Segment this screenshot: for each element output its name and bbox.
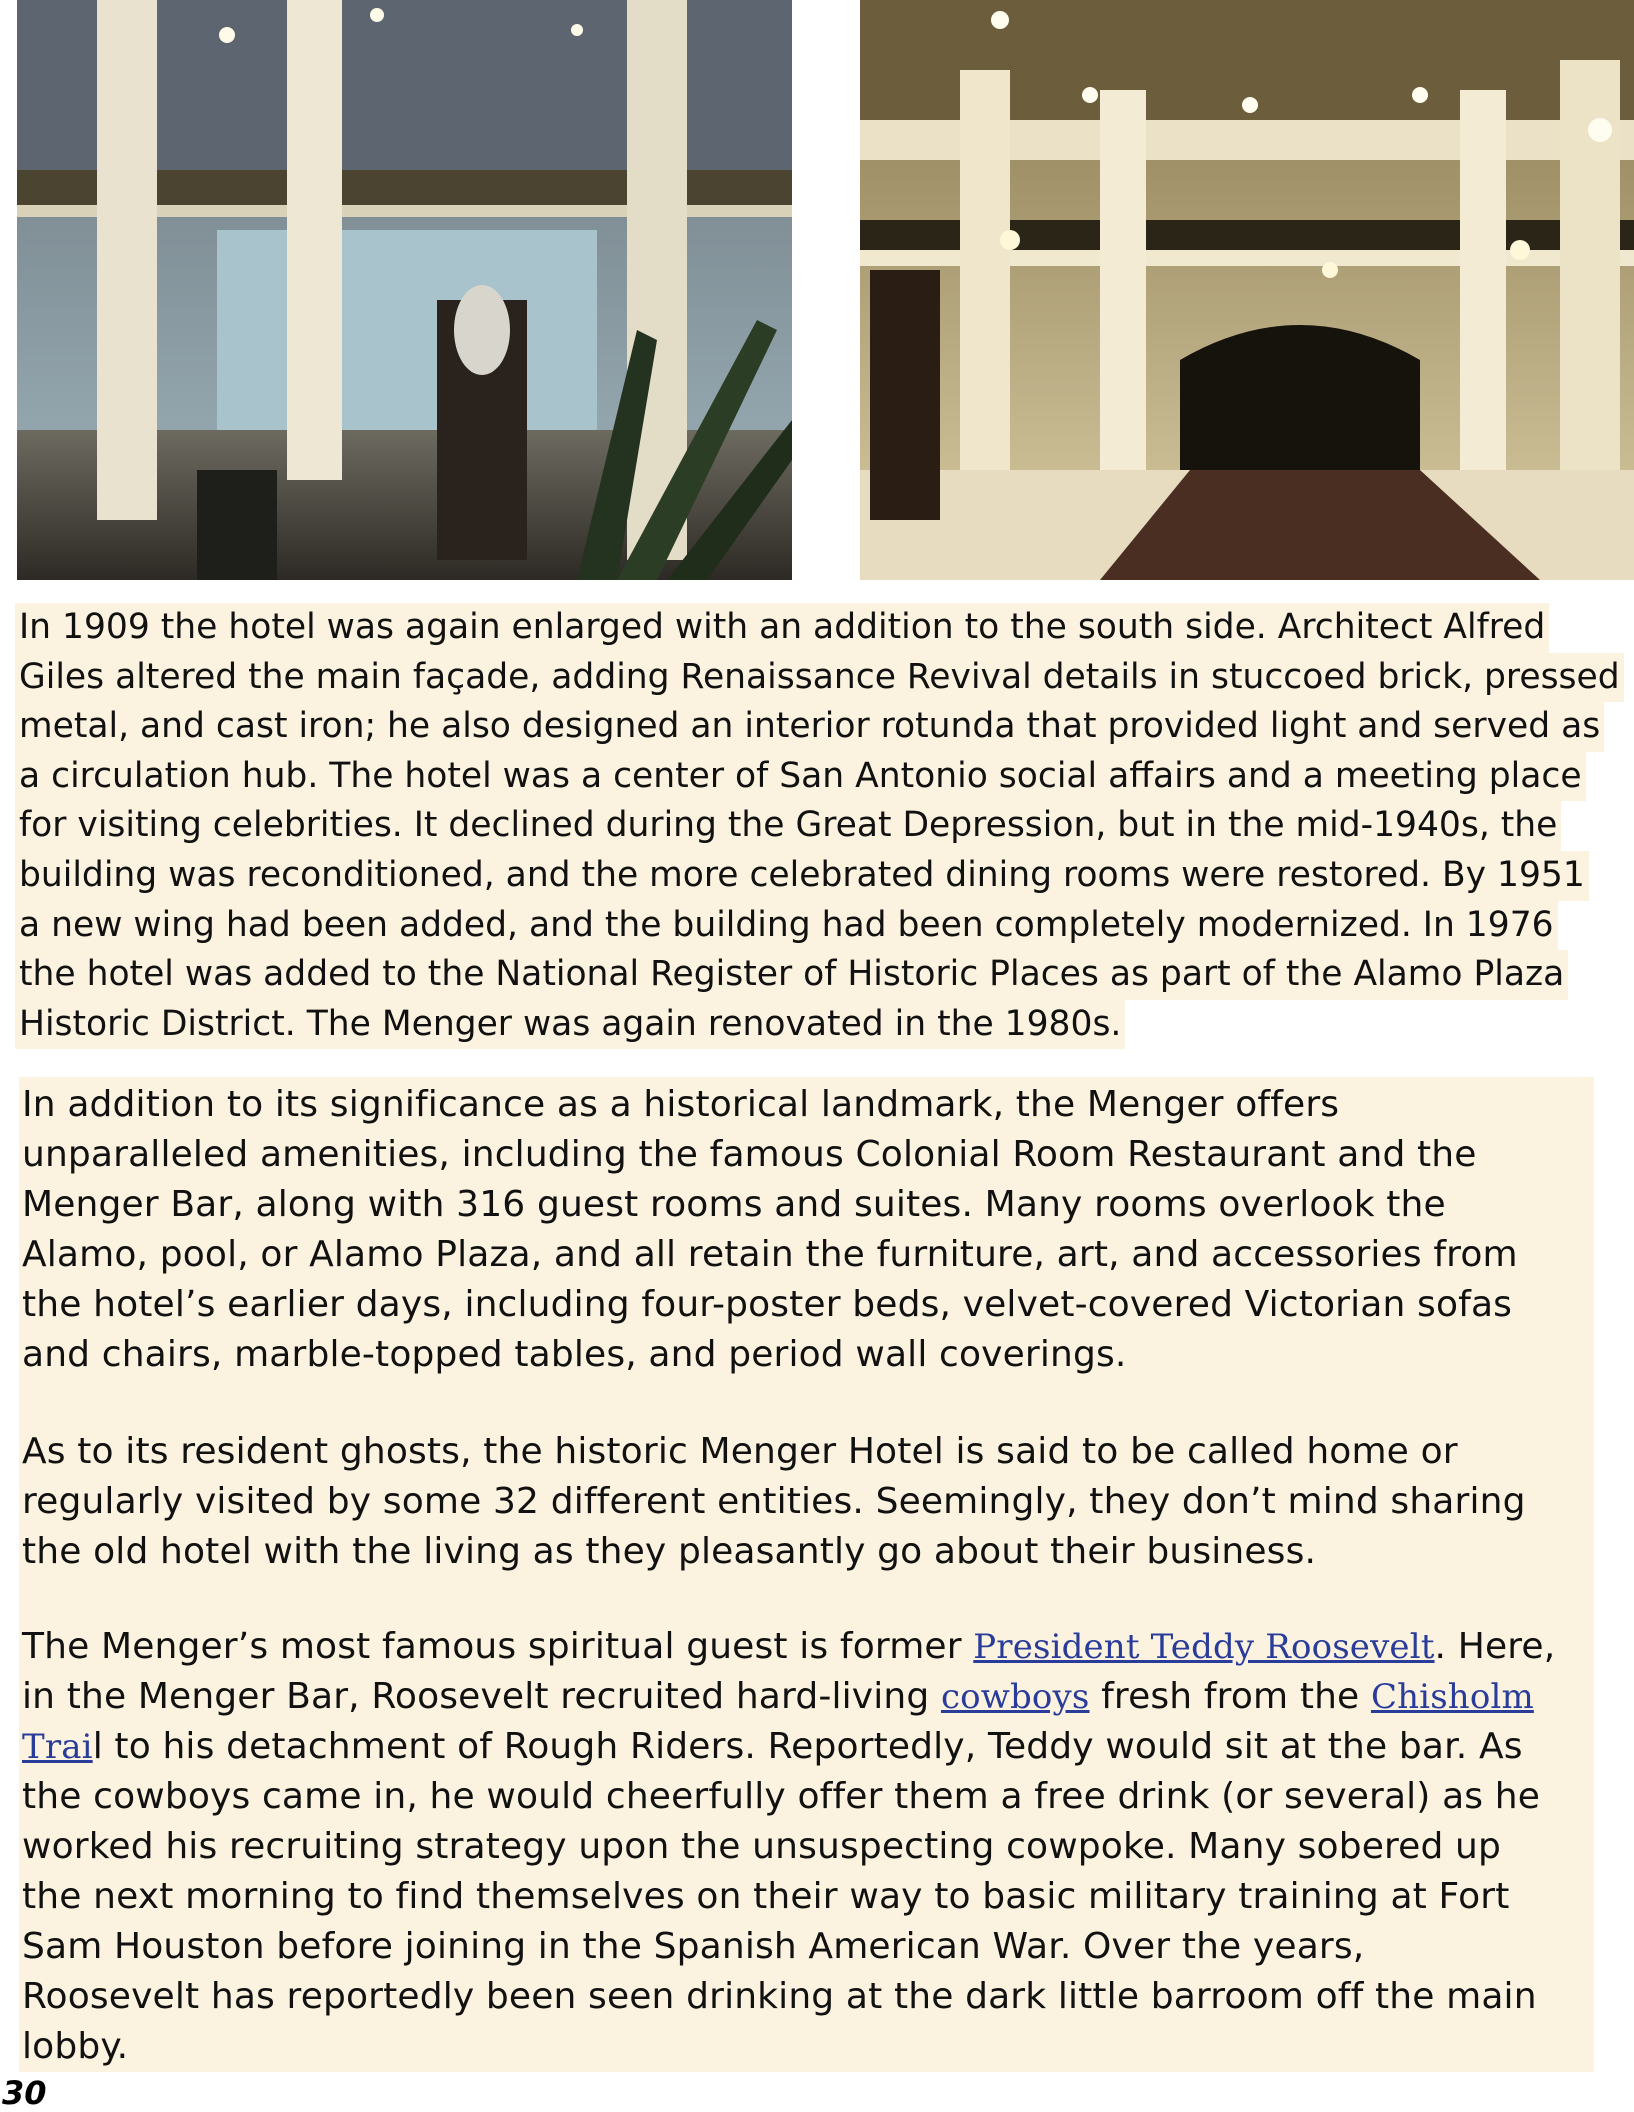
rotunda-photo-image — [17, 0, 792, 580]
text-fragment: in the Menger Bar, Roosevelt recruited hard-living — [22, 1676, 941, 1717]
text-line: the cowboys came in, he would cheerfully offer them a free drink (or several) as he — [22, 1776, 1541, 1817]
text-line: regularly visited by some 32 different entities. Seemingly, they don’t mind sharing — [22, 1481, 1526, 1522]
link-cowboys[interactable]: cowboys — [940, 1677, 1090, 1717]
text-line: Alamo, pool, or Alamo Plaza, and all retain the furniture, art, and accessories from — [22, 1234, 1518, 1275]
rotunda-photo — [17, 0, 792, 580]
text-line: the hotel’s earlier days, including four-poster beds, velvet-covered Victorian sofas — [22, 1284, 1513, 1325]
text-line: worked his recruiting strategy upon the unsuspecting cowpoke. Many sobered up — [22, 1826, 1502, 1867]
text-line: the hotel was added to the National Register of Historic Places as part of the Alamo Plaza — [15, 950, 1568, 1000]
paragraph-roosevelt — [22, 1622, 1582, 2072]
text-line: a circulation hub. The hotel was a center of San Antonio social affairs and a meeting place — [15, 752, 1586, 802]
page-number: 30 — [2, 2074, 47, 2112]
text-line — [22, 1672, 1582, 1722]
text-line: In 1909 the hotel was again enlarged with an addition to the south side. Architect Alfred — [15, 603, 1549, 653]
link-chisholm-trail-continued[interactable]: Trai — [22, 1727, 93, 1767]
text-line: lobby. — [22, 2026, 129, 2067]
paragraph-history-1909 — [19, 603, 1620, 1049]
text-line: building was reconditioned, and the more celebrated dining rooms were restored. By 1951 — [15, 851, 1589, 901]
text-line: In addition to its significance as a historical landmark, the Menger offers — [22, 1084, 1340, 1125]
text-line — [22, 1722, 1582, 1772]
text-line: Sam Houston before joining in the Spanish American War. Over the years, — [22, 1926, 1365, 1967]
text-line: the old hotel with the living as they pleasantly go about their business. — [22, 1531, 1317, 1572]
text-fragment: The Menger’s most famous spiritual guest is former — [22, 1626, 974, 1667]
text-line: Giles altered the main façade, adding Renaissance Revival details in stuccoed brick, pressed — [15, 653, 1624, 703]
text-line: for visiting celebrities. It declined during the Great Depression, but in the mid-1940s, the — [15, 801, 1561, 851]
text-line: metal, and cast iron; he also designed an interior rotunda that provided light and served as — [15, 702, 1604, 752]
link-president-teddy-roosevelt[interactable]: President Teddy Roosevelt — [973, 1627, 1435, 1667]
paragraph-amenities — [22, 1080, 1582, 1380]
text-line: and chairs, marble-topped tables, and period wall coverings. — [22, 1334, 1127, 1375]
text-line: As to its resident ghosts, the historic Menger Hotel is said to be called home or — [22, 1431, 1458, 1472]
text-fragment: fresh from the — [1089, 1676, 1371, 1717]
text-line: the next morning to find themselves on their way to basic military training at Fort — [22, 1876, 1510, 1917]
text-line: Roosevelt has reportedly been seen drinking at the dark little barroom off the main — [22, 1976, 1537, 2017]
lobby-photo-image — [860, 0, 1634, 580]
text-line: a new wing had been added, and the building had been completely modernized. In 1976 — [15, 901, 1558, 951]
text-line: unparalleled amenities, including the famous Colonial Room Restaurant and the — [22, 1134, 1477, 1175]
paragraph-ghosts — [22, 1427, 1582, 1577]
text-line — [22, 1622, 1582, 1672]
text-line: Historic District. The Menger was again renovated in the 1980s. — [15, 1000, 1125, 1050]
text-line: Menger Bar, along with 316 guest rooms and suites. Many rooms overlook the — [22, 1184, 1446, 1225]
text-fragment: . Here, — [1434, 1626, 1556, 1667]
lobby-photo — [860, 0, 1634, 580]
link-chisholm-trail[interactable]: Chisholm — [1370, 1677, 1534, 1717]
text-fragment: l to his detachment of Rough Riders. Reportedly, Teddy would sit at the bar. As — [92, 1726, 1523, 1767]
